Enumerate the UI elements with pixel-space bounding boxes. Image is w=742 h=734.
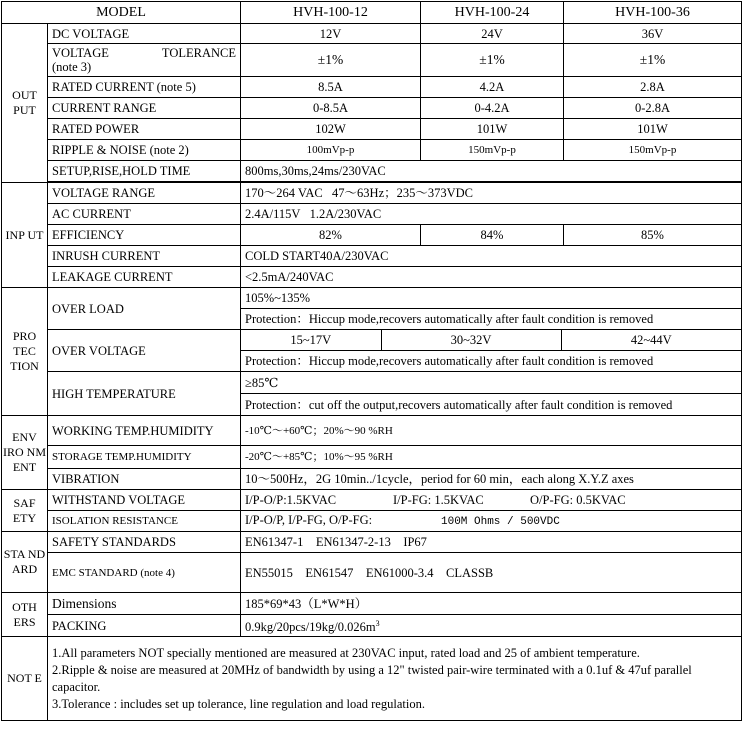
note-row	[2, 637, 742, 721]
rated-power-12: 102W	[241, 119, 421, 140]
ac-current-value: 2.4A/115V 1.2A/230VAC	[241, 204, 742, 225]
header-row	[2, 2, 742, 24]
voltage-tolerance-note: (note 3)	[52, 60, 92, 74]
over-voltage-row	[2, 330, 742, 351]
withstand-ip-op: I/P-O/P:1.5KVAC	[245, 493, 337, 507]
inrush-current-value: COLD START40A/230VAC	[241, 246, 742, 267]
note-line-3: 3.Tolerance : includes set up tolerance, line regulation and load regulation.	[52, 696, 425, 711]
voltage-tolerance-36: ±1%	[564, 44, 742, 77]
current-range-12: 0-8.5A	[241, 98, 421, 119]
isolation-value	[241, 511, 742, 532]
ripple-noise-24: 150mVp-p	[421, 140, 564, 161]
storage-label: STORAGE TEMP.HUMIDITY	[48, 446, 241, 469]
model-12: HVH-100-12	[241, 2, 421, 24]
rated-current-label: RATED CURRENT (note 5)	[48, 77, 241, 98]
withstand-ip-fg: I/P-FG: 1.5KVAC	[393, 493, 484, 507]
voltage-range-value: 170～264 VAC 47～63Hz；235～373VDC	[241, 183, 742, 204]
dc-voltage-36: 36V	[564, 24, 742, 44]
withstand-value	[241, 490, 742, 511]
over-load-note: Protection：Hiccup mode,recovers automatically after fault condition is removed	[241, 309, 742, 330]
over-load-row	[2, 288, 742, 309]
section-others: OTH ERS	[2, 593, 48, 637]
efficiency-12: 82%	[241, 225, 421, 246]
inrush-current-row	[2, 246, 742, 267]
storage-value: -20℃～+85℃；10%～95 %RH	[241, 446, 742, 469]
setup-rise-value: 800ms,30ms,24ms/230VAC	[241, 161, 742, 182]
dimensions-value: 185*69*43（L*W*H）	[241, 593, 742, 615]
current-range-row	[2, 98, 742, 119]
efficiency-24: 84%	[421, 225, 564, 246]
emc-row	[2, 553, 742, 593]
spec-table	[1, 1, 742, 721]
vibration-label: VIBRATION	[48, 469, 241, 490]
efficiency-36: 85%	[564, 225, 742, 246]
note-line-1: 1.All parameters NOT specially mentioned are measured at 230VAC input, rated load and 25 of ambient temperature.	[52, 645, 640, 660]
over-voltage-label: OVER VOLTAGE	[48, 330, 241, 372]
model-header: MODEL	[2, 2, 241, 24]
section-environment: ENV IRO NM ENT	[2, 416, 48, 490]
working-label: WORKING TEMP.HUMIDITY	[48, 416, 241, 446]
working-row	[2, 416, 742, 446]
packing-label: PACKING	[48, 615, 241, 637]
dc-voltage-label: DC VOLTAGE	[48, 24, 241, 44]
high-temperature-note: Protection：cut off the output,recovers automatically after fault condition is removed	[241, 394, 742, 416]
vibration-row	[2, 469, 742, 490]
dimensions-label: Dimensions	[48, 593, 241, 615]
over-load-label: OVER LOAD	[48, 288, 241, 330]
inrush-current-label: INRUSH CURRENT	[48, 246, 241, 267]
efficiency-label: EFFICIENCY	[48, 225, 241, 246]
withstand-label: WITHSTAND VOLTAGE	[48, 490, 241, 511]
model-36: HVH-100-36	[564, 2, 742, 24]
withstand-row	[2, 490, 742, 511]
leakage-current-value: <2.5mA/240VAC	[241, 267, 742, 288]
safety-standards-label: SAFETY STANDARDS	[48, 532, 241, 553]
ripple-noise-row	[2, 140, 742, 161]
rated-current-24: 4.2A	[421, 77, 564, 98]
section-input: INP UT	[2, 183, 48, 288]
vibration-value: 10～500Hz，2G 10min../1cycle，period for 60 min，each along X.Y.Z axes	[241, 469, 742, 490]
section-standard: STA ND ARD	[2, 532, 48, 593]
rated-power-36: 101W	[564, 119, 742, 140]
rated-current-36: 2.8A	[564, 77, 742, 98]
over-voltage-note: Protection：Hiccup mode,recovers automatically after fault condition is removed	[241, 351, 742, 372]
packing-text: 0.9kg/20pcs/19kg/0.026m	[245, 620, 376, 635]
high-temperature-label: HIGH TEMPERATURE	[48, 372, 241, 416]
leakage-current-label: LEAKAGE CURRENT	[48, 267, 241, 288]
efficiency-row	[2, 225, 742, 246]
section-note: NOT E	[2, 637, 48, 721]
setup-rise-label: SETUP,RISE,HOLD TIME	[48, 161, 241, 182]
over-voltage-24: 30~32V	[381, 330, 561, 350]
note-body	[48, 637, 742, 721]
rated-power-24: 101W	[421, 119, 564, 140]
rated-power-label: RATED POWER	[48, 119, 241, 140]
ripple-noise-36: 150mVp-p	[564, 140, 742, 161]
over-voltage-12: 15~17V	[290, 333, 332, 347]
dc-voltage-12: 12V	[241, 24, 421, 44]
voltage-tolerance-12: ±1%	[241, 44, 421, 77]
emc-label: EMC STANDARD (note 4)	[48, 553, 241, 593]
over-load-value: 105%~135%	[241, 288, 742, 309]
safety-standards-row	[2, 532, 742, 553]
over-voltage-36: 42~44V	[561, 330, 741, 350]
working-value: -10℃～+60℃；20%～90 %RH	[241, 416, 742, 446]
emc-value: EN55015 EN61547 EN61000-3.4 CLASSB	[241, 553, 742, 593]
section-output: OUT PUT	[2, 24, 48, 183]
current-range-24: 0-4.2A	[421, 98, 564, 119]
dimensions-row	[2, 593, 742, 615]
model-24: HVH-100-24	[421, 2, 564, 24]
packing-value	[241, 615, 742, 637]
rated-current-12: 8.5A	[241, 77, 421, 98]
ripple-noise-12: 100mVp-p	[241, 140, 421, 161]
packing-sup: 3	[375, 618, 380, 628]
safety-standards-value: EN61347-1 EN61347-2-13 IP67	[241, 532, 742, 553]
isolation-label: ISOLATION RESISTANCE	[48, 511, 241, 532]
isolation-points: I/P-O/P, I/P-FG, O/P-FG:	[245, 513, 373, 527]
current-range-36: 0-2.8A	[564, 98, 742, 119]
voltage-range-label: VOLTAGE RANGE	[48, 183, 241, 204]
ac-current-row	[2, 204, 742, 225]
rated-current-row	[2, 77, 742, 98]
withstand-op-fg: O/P-FG: 0.5KVAC	[530, 493, 626, 507]
voltage-tolerance-label	[48, 44, 241, 77]
ripple-noise-label: RIPPLE & NOISE (note 2)	[48, 140, 241, 161]
voltage-tolerance-label-right: TOLERANCE	[161, 46, 236, 60]
storage-row	[2, 446, 742, 469]
section-safety: SAF ETY	[2, 490, 48, 532]
isolation-row	[2, 511, 742, 532]
leakage-current-row	[2, 267, 742, 288]
isolation-resistance: 100M Ohms / 500VDC	[441, 516, 560, 528]
rated-power-row	[2, 119, 742, 140]
section-protection: PRO TEC TION	[2, 288, 48, 416]
voltage-range-row	[2, 183, 742, 204]
dc-voltage-row	[2, 24, 742, 44]
over-voltage-values	[241, 330, 742, 351]
packing-row	[2, 615, 742, 637]
high-temperature-row	[2, 372, 742, 394]
voltage-tolerance-label-left: VOLTAGE	[52, 46, 109, 60]
over-voltage-inner	[241, 330, 741, 350]
ac-current-label: AC CURRENT	[48, 204, 241, 225]
note-line-2: 2.Ripple & noise are measured at 20MHz of bandwidth by using a 12" twisted pair-wire terminated with a 0.1uf & 47uf parallel capacitor.	[52, 662, 692, 694]
dc-voltage-24: 24V	[421, 24, 564, 44]
high-temperature-value: ≥85℃	[241, 372, 742, 394]
setup-rise-row	[2, 161, 742, 182]
voltage-tolerance-24: ±1%	[421, 44, 564, 77]
current-range-label: CURRENT RANGE	[48, 98, 241, 119]
voltage-tolerance-row	[2, 44, 742, 77]
